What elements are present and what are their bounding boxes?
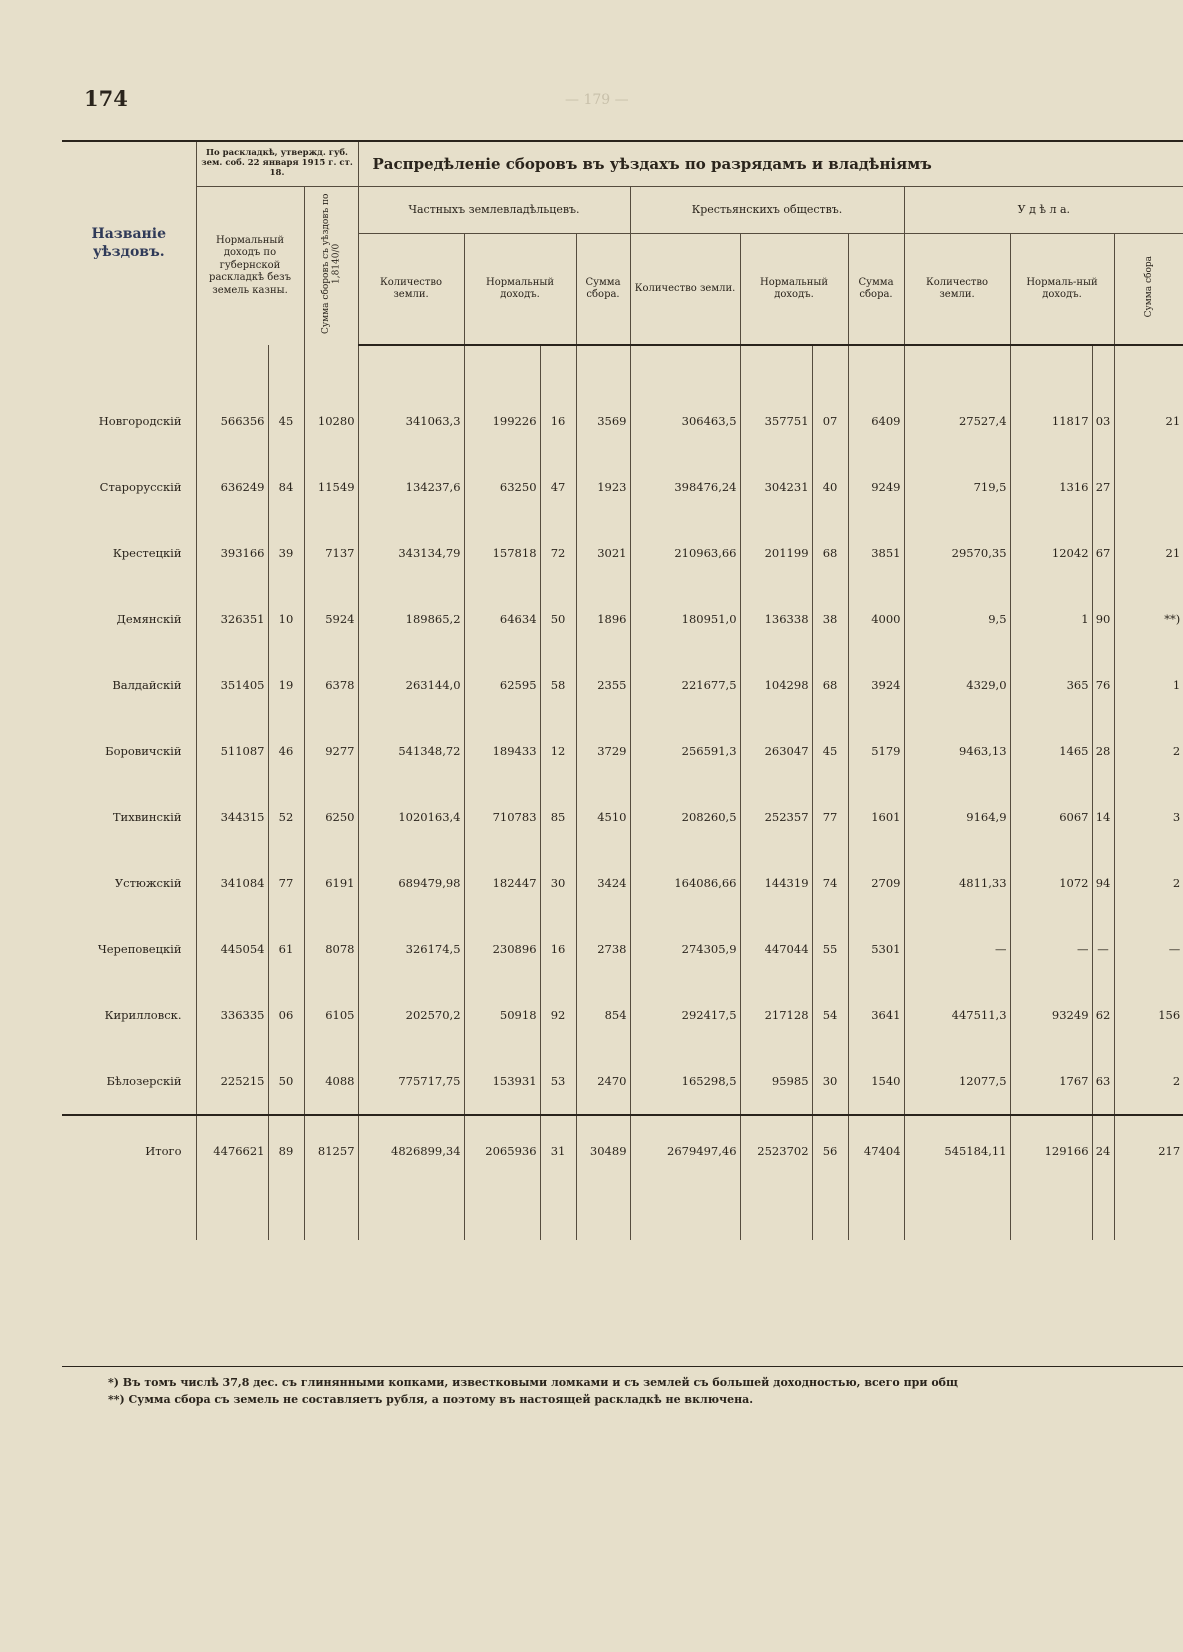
header-private-quantity: Количество земли. xyxy=(358,234,464,346)
gub-income: 511087 xyxy=(196,718,268,784)
gub-kop: 39 xyxy=(268,520,304,586)
footnotes xyxy=(108,1374,1183,1408)
total-peasant-sum: 47404 xyxy=(848,1115,904,1240)
peasant-kop: 40 xyxy=(812,454,848,520)
header-peasant-sum: Сумма сбора. xyxy=(848,234,904,346)
district-name: Тихвинскій xyxy=(112,810,182,824)
udel-land: 4329,0 xyxy=(904,652,1010,718)
header-peasant-income: Нормальный доходъ. xyxy=(740,234,848,346)
udel-kop: 94 xyxy=(1092,850,1114,916)
peasant-land: 306463,5 xyxy=(630,388,740,454)
district-name: Бѣлозерскій xyxy=(106,1074,182,1088)
table-row xyxy=(62,718,1183,784)
bleed-through-page-number: — 179 — xyxy=(565,92,629,108)
private-land: 202570,2 xyxy=(358,982,464,1048)
peasant-income: 357751 xyxy=(740,388,812,454)
district-name: Кирилловск. xyxy=(104,1008,182,1022)
private-sum: 1923 xyxy=(576,454,630,520)
peasant-sum: 2709 xyxy=(848,850,904,916)
gub-kop: 52 xyxy=(268,784,304,850)
total-udel-kop: 24 xyxy=(1092,1115,1114,1240)
total-peasant-income: 2523702 xyxy=(740,1115,812,1240)
private-sum: 3729 xyxy=(576,718,630,784)
udel-kop: 90 xyxy=(1092,586,1114,652)
gub-kop: 19 xyxy=(268,652,304,718)
header-private-income: Нормальный доходъ. xyxy=(464,234,576,346)
header-group-udel: У д ѣ л а. xyxy=(904,187,1183,234)
spacer-row xyxy=(62,345,1183,388)
peasant-income: 447044 xyxy=(740,916,812,982)
distribution-table xyxy=(62,140,1183,1240)
private-income: 710783 xyxy=(464,784,540,850)
private-kop: 16 xyxy=(540,916,576,982)
district-name: Старорусскій xyxy=(99,480,182,494)
levy: 11549 xyxy=(304,454,358,520)
gub-income: 351405 xyxy=(196,652,268,718)
udel-land: 719,5 xyxy=(904,454,1010,520)
udel-income: 1316 xyxy=(1010,454,1092,520)
table-row xyxy=(62,586,1183,652)
private-land: 341063,3 xyxy=(358,388,464,454)
header-group-private: Частныхъ землевладѣльцевъ. xyxy=(358,187,630,234)
peasant-income: 95985 xyxy=(740,1048,812,1115)
private-income: 189433 xyxy=(464,718,540,784)
udel-kop: 76 xyxy=(1092,652,1114,718)
udel-income: 11817 xyxy=(1010,388,1092,454)
header-district-name: Названіе уѣздовъ. xyxy=(62,141,196,345)
private-land: 189865,2 xyxy=(358,586,464,652)
udel-sum: 156 xyxy=(1114,982,1183,1048)
private-sum: 2470 xyxy=(576,1048,630,1115)
private-kop: 16 xyxy=(540,388,576,454)
gub-kop: 45 xyxy=(268,388,304,454)
table-row xyxy=(62,982,1183,1048)
header-normal-income: Нормальный доходъ по губернской раскладкѣ безъ земель казны. xyxy=(196,187,304,346)
peasant-kop: 07 xyxy=(812,388,848,454)
peasant-sum: 3851 xyxy=(848,520,904,586)
gub-income: 393166 xyxy=(196,520,268,586)
private-kop: 85 xyxy=(540,784,576,850)
table-row xyxy=(62,520,1183,586)
private-sum: 854 xyxy=(576,982,630,1048)
udel-land: 9463,13 xyxy=(904,718,1010,784)
peasant-land: 274305,9 xyxy=(630,916,740,982)
udel-kop: 63 xyxy=(1092,1048,1114,1115)
levy: 4088 xyxy=(304,1048,358,1115)
levy: 9277 xyxy=(304,718,358,784)
udel-land: — xyxy=(904,916,1010,982)
footnote-divider xyxy=(62,1366,1183,1367)
peasant-sum: 6409 xyxy=(848,388,904,454)
peasant-land: 221677,5 xyxy=(630,652,740,718)
header-levy: Сумма сборовъ съ уѣздовъ по 1,8140/0 xyxy=(304,187,358,346)
total-udel-sum: 217 xyxy=(1114,1115,1183,1240)
peasant-kop: 68 xyxy=(812,652,848,718)
udel-kop: 14 xyxy=(1092,784,1114,850)
total-private-sum: 30489 xyxy=(576,1115,630,1240)
district-name: Боровичскій xyxy=(105,744,182,758)
udel-income: 6067 xyxy=(1010,784,1092,850)
header-udel-sum: Сумма сбора xyxy=(1114,234,1183,346)
footnote-asterisk: *) Въ томъ числѣ 37,8 дес. съ глинянными копками, известковыми ломками и съ землей съ большей доходностью, всего при общ xyxy=(108,1376,958,1389)
private-income: 230896 xyxy=(464,916,540,982)
peasant-sum: 9249 xyxy=(848,454,904,520)
header-row-groups xyxy=(62,187,1183,234)
peasant-land: 398476,24 xyxy=(630,454,740,520)
gub-income: 225215 xyxy=(196,1048,268,1115)
private-sum: 3021 xyxy=(576,520,630,586)
page-number: 174 xyxy=(84,86,128,111)
peasant-sum: 1540 xyxy=(848,1048,904,1115)
peasant-land: 164086,66 xyxy=(630,850,740,916)
private-land: 134237,6 xyxy=(358,454,464,520)
private-sum: 1896 xyxy=(576,586,630,652)
peasant-land: 256591,3 xyxy=(630,718,740,784)
udel-kop: 62 xyxy=(1092,982,1114,1048)
peasant-land: 180951,0 xyxy=(630,586,740,652)
private-sum: 2738 xyxy=(576,916,630,982)
header-private-sum: Сумма сбора. xyxy=(576,234,630,346)
private-kop: 12 xyxy=(540,718,576,784)
udel-income: 1 xyxy=(1010,586,1092,652)
levy: 7137 xyxy=(304,520,358,586)
peasant-sum: 3641 xyxy=(848,982,904,1048)
total-row xyxy=(62,1115,1183,1240)
total-udel-land: 545184,11 xyxy=(904,1115,1010,1240)
header-tariff-caption: По раскладкѣ, утвержд. губ. зем. соб. 22 января 1915 г. ст. 18. xyxy=(196,141,358,187)
table-row xyxy=(62,916,1183,982)
gub-kop: 10 xyxy=(268,586,304,652)
total-levy: 81257 xyxy=(304,1115,358,1240)
total-gub-kop: 89 xyxy=(268,1115,304,1240)
levy: 6105 xyxy=(304,982,358,1048)
header-udel-quantity: Количество земли. xyxy=(904,234,1010,346)
district-name: Устюжскій xyxy=(114,876,182,890)
table-row xyxy=(62,454,1183,520)
header-udel-income: Нормаль-ный доходъ. xyxy=(1010,234,1114,346)
private-land: 689479,98 xyxy=(358,850,464,916)
peasant-land: 208260,5 xyxy=(630,784,740,850)
total-label: Итого xyxy=(62,1115,196,1240)
total-peasant-land: 2679497,46 xyxy=(630,1115,740,1240)
district-name: Новгородскій xyxy=(98,414,182,428)
table-row xyxy=(62,1048,1183,1115)
levy: 5924 xyxy=(304,586,358,652)
gub-income: 636249 xyxy=(196,454,268,520)
udel-kop: 28 xyxy=(1092,718,1114,784)
district-name: Крестецкій xyxy=(112,546,182,560)
udel-kop: 27 xyxy=(1092,454,1114,520)
peasant-sum: 5179 xyxy=(848,718,904,784)
gub-income: 566356 xyxy=(196,388,268,454)
peasant-income: 144319 xyxy=(740,850,812,916)
table-row xyxy=(62,784,1183,850)
private-land: 263144,0 xyxy=(358,652,464,718)
levy: 6378 xyxy=(304,652,358,718)
private-kop: 53 xyxy=(540,1048,576,1115)
peasant-land: 292417,5 xyxy=(630,982,740,1048)
gub-kop: 50 xyxy=(268,1048,304,1115)
udel-land: 29570,35 xyxy=(904,520,1010,586)
peasant-kop: 77 xyxy=(812,784,848,850)
udel-land: 4811,33 xyxy=(904,850,1010,916)
udel-income: 365 xyxy=(1010,652,1092,718)
private-income: 62595 xyxy=(464,652,540,718)
private-land: 326174,5 xyxy=(358,916,464,982)
udel-sum xyxy=(1114,454,1183,520)
private-income: 157818 xyxy=(464,520,540,586)
district-name: Череповецкій xyxy=(97,942,182,956)
private-land: 343134,79 xyxy=(358,520,464,586)
peasant-sum: 5301 xyxy=(848,916,904,982)
peasant-kop: 45 xyxy=(812,718,848,784)
total-udel-income: 129166 xyxy=(1010,1115,1092,1240)
footnote-double-asterisk: **) Сумма сбора съ земель не составляетъ рубля, а поэтому въ настоящей раскладкѣ не включена. xyxy=(108,1393,754,1407)
levy: 8078 xyxy=(304,916,358,982)
levy: 10280 xyxy=(304,388,358,454)
private-land: 541348,72 xyxy=(358,718,464,784)
udel-income: 1465 xyxy=(1010,718,1092,784)
gub-kop: 46 xyxy=(268,718,304,784)
udel-income: 1072 xyxy=(1010,850,1092,916)
peasant-income: 136338 xyxy=(740,586,812,652)
private-income: 199226 xyxy=(464,388,540,454)
private-sum: 2355 xyxy=(576,652,630,718)
peasant-kop: 74 xyxy=(812,850,848,916)
peasant-kop: 30 xyxy=(812,1048,848,1115)
udel-sum: 21 xyxy=(1114,388,1183,454)
peasant-income: 304231 xyxy=(740,454,812,520)
peasant-land: 165298,5 xyxy=(630,1048,740,1115)
peasant-kop: 54 xyxy=(812,982,848,1048)
header-group-peasant: Крестьянскихъ обществъ. xyxy=(630,187,904,234)
peasant-income: 263047 xyxy=(740,718,812,784)
peasant-kop: 55 xyxy=(812,916,848,982)
header-peasant-quantity: Количество земли. xyxy=(630,234,740,346)
private-sum: 3569 xyxy=(576,388,630,454)
peasant-sum: 4000 xyxy=(848,586,904,652)
private-income: 63250 xyxy=(464,454,540,520)
table-row xyxy=(62,388,1183,454)
private-kop: 47 xyxy=(540,454,576,520)
peasant-income: 104298 xyxy=(740,652,812,718)
udel-income: 12042 xyxy=(1010,520,1092,586)
gub-income: 344315 xyxy=(196,784,268,850)
total-private-kop: 31 xyxy=(540,1115,576,1240)
private-land: 775717,75 xyxy=(358,1048,464,1115)
gub-kop: 06 xyxy=(268,982,304,1048)
udel-land: 9,5 xyxy=(904,586,1010,652)
udel-land: 9164,9 xyxy=(904,784,1010,850)
gub-income: 341084 xyxy=(196,850,268,916)
levy: 6191 xyxy=(304,850,358,916)
private-kop: 72 xyxy=(540,520,576,586)
levy: 6250 xyxy=(304,784,358,850)
private-income: 153931 xyxy=(464,1048,540,1115)
private-kop: 50 xyxy=(540,586,576,652)
peasant-sum: 3924 xyxy=(848,652,904,718)
distribution-table-sheet xyxy=(62,140,1183,1340)
udel-land: 27527,4 xyxy=(904,388,1010,454)
peasant-income: 252357 xyxy=(740,784,812,850)
district-name: Валдайскій xyxy=(112,678,182,692)
gub-income: 336335 xyxy=(196,982,268,1048)
district-name: Демянскій xyxy=(116,612,182,626)
private-sum: 3424 xyxy=(576,850,630,916)
udel-sum: 2 xyxy=(1114,718,1183,784)
total-peasant-kop: 56 xyxy=(812,1115,848,1240)
private-income: 64634 xyxy=(464,586,540,652)
total-private-income: 2065936 xyxy=(464,1115,540,1240)
gub-kop: 77 xyxy=(268,850,304,916)
gub-kop: 61 xyxy=(268,916,304,982)
udel-sum: — xyxy=(1114,916,1183,982)
total-gub-income: 4476621 xyxy=(196,1115,268,1240)
peasant-income: 217128 xyxy=(740,982,812,1048)
udel-sum: 21 xyxy=(1114,520,1183,586)
header-row-top xyxy=(62,141,1183,187)
udel-sum: 3 xyxy=(1114,784,1183,850)
peasant-sum: 1601 xyxy=(848,784,904,850)
private-income: 182447 xyxy=(464,850,540,916)
private-kop: 92 xyxy=(540,982,576,1048)
udel-income: — xyxy=(1010,916,1092,982)
private-income: 50918 xyxy=(464,982,540,1048)
peasant-kop: 38 xyxy=(812,586,848,652)
table-row xyxy=(62,850,1183,916)
gub-kop: 84 xyxy=(268,454,304,520)
header-distribution-title: Распредѣленіе сборовъ въ уѣздахъ по разрядамъ и владѣніямъ xyxy=(358,141,1183,187)
udel-income: 1767 xyxy=(1010,1048,1092,1115)
udel-land: 12077,5 xyxy=(904,1048,1010,1115)
udel-sum: **) xyxy=(1114,586,1183,652)
peasant-income: 201199 xyxy=(740,520,812,586)
private-land: 1020163,4 xyxy=(358,784,464,850)
udel-kop: — xyxy=(1092,916,1114,982)
udel-land: 447511,3 xyxy=(904,982,1010,1048)
udel-kop: 03 xyxy=(1092,388,1114,454)
udel-income: 93249 xyxy=(1010,982,1092,1048)
private-kop: 30 xyxy=(540,850,576,916)
peasant-kop: 68 xyxy=(812,520,848,586)
gub-income: 445054 xyxy=(196,916,268,982)
udel-sum: 1 xyxy=(1114,652,1183,718)
peasant-land: 210963,66 xyxy=(630,520,740,586)
table-row xyxy=(62,652,1183,718)
private-kop: 58 xyxy=(540,652,576,718)
udel-sum: 2 xyxy=(1114,850,1183,916)
private-sum: 4510 xyxy=(576,784,630,850)
udel-kop: 67 xyxy=(1092,520,1114,586)
udel-sum: 2 xyxy=(1114,1048,1183,1115)
total-private-land: 4826899,34 xyxy=(358,1115,464,1240)
gub-income: 326351 xyxy=(196,586,268,652)
